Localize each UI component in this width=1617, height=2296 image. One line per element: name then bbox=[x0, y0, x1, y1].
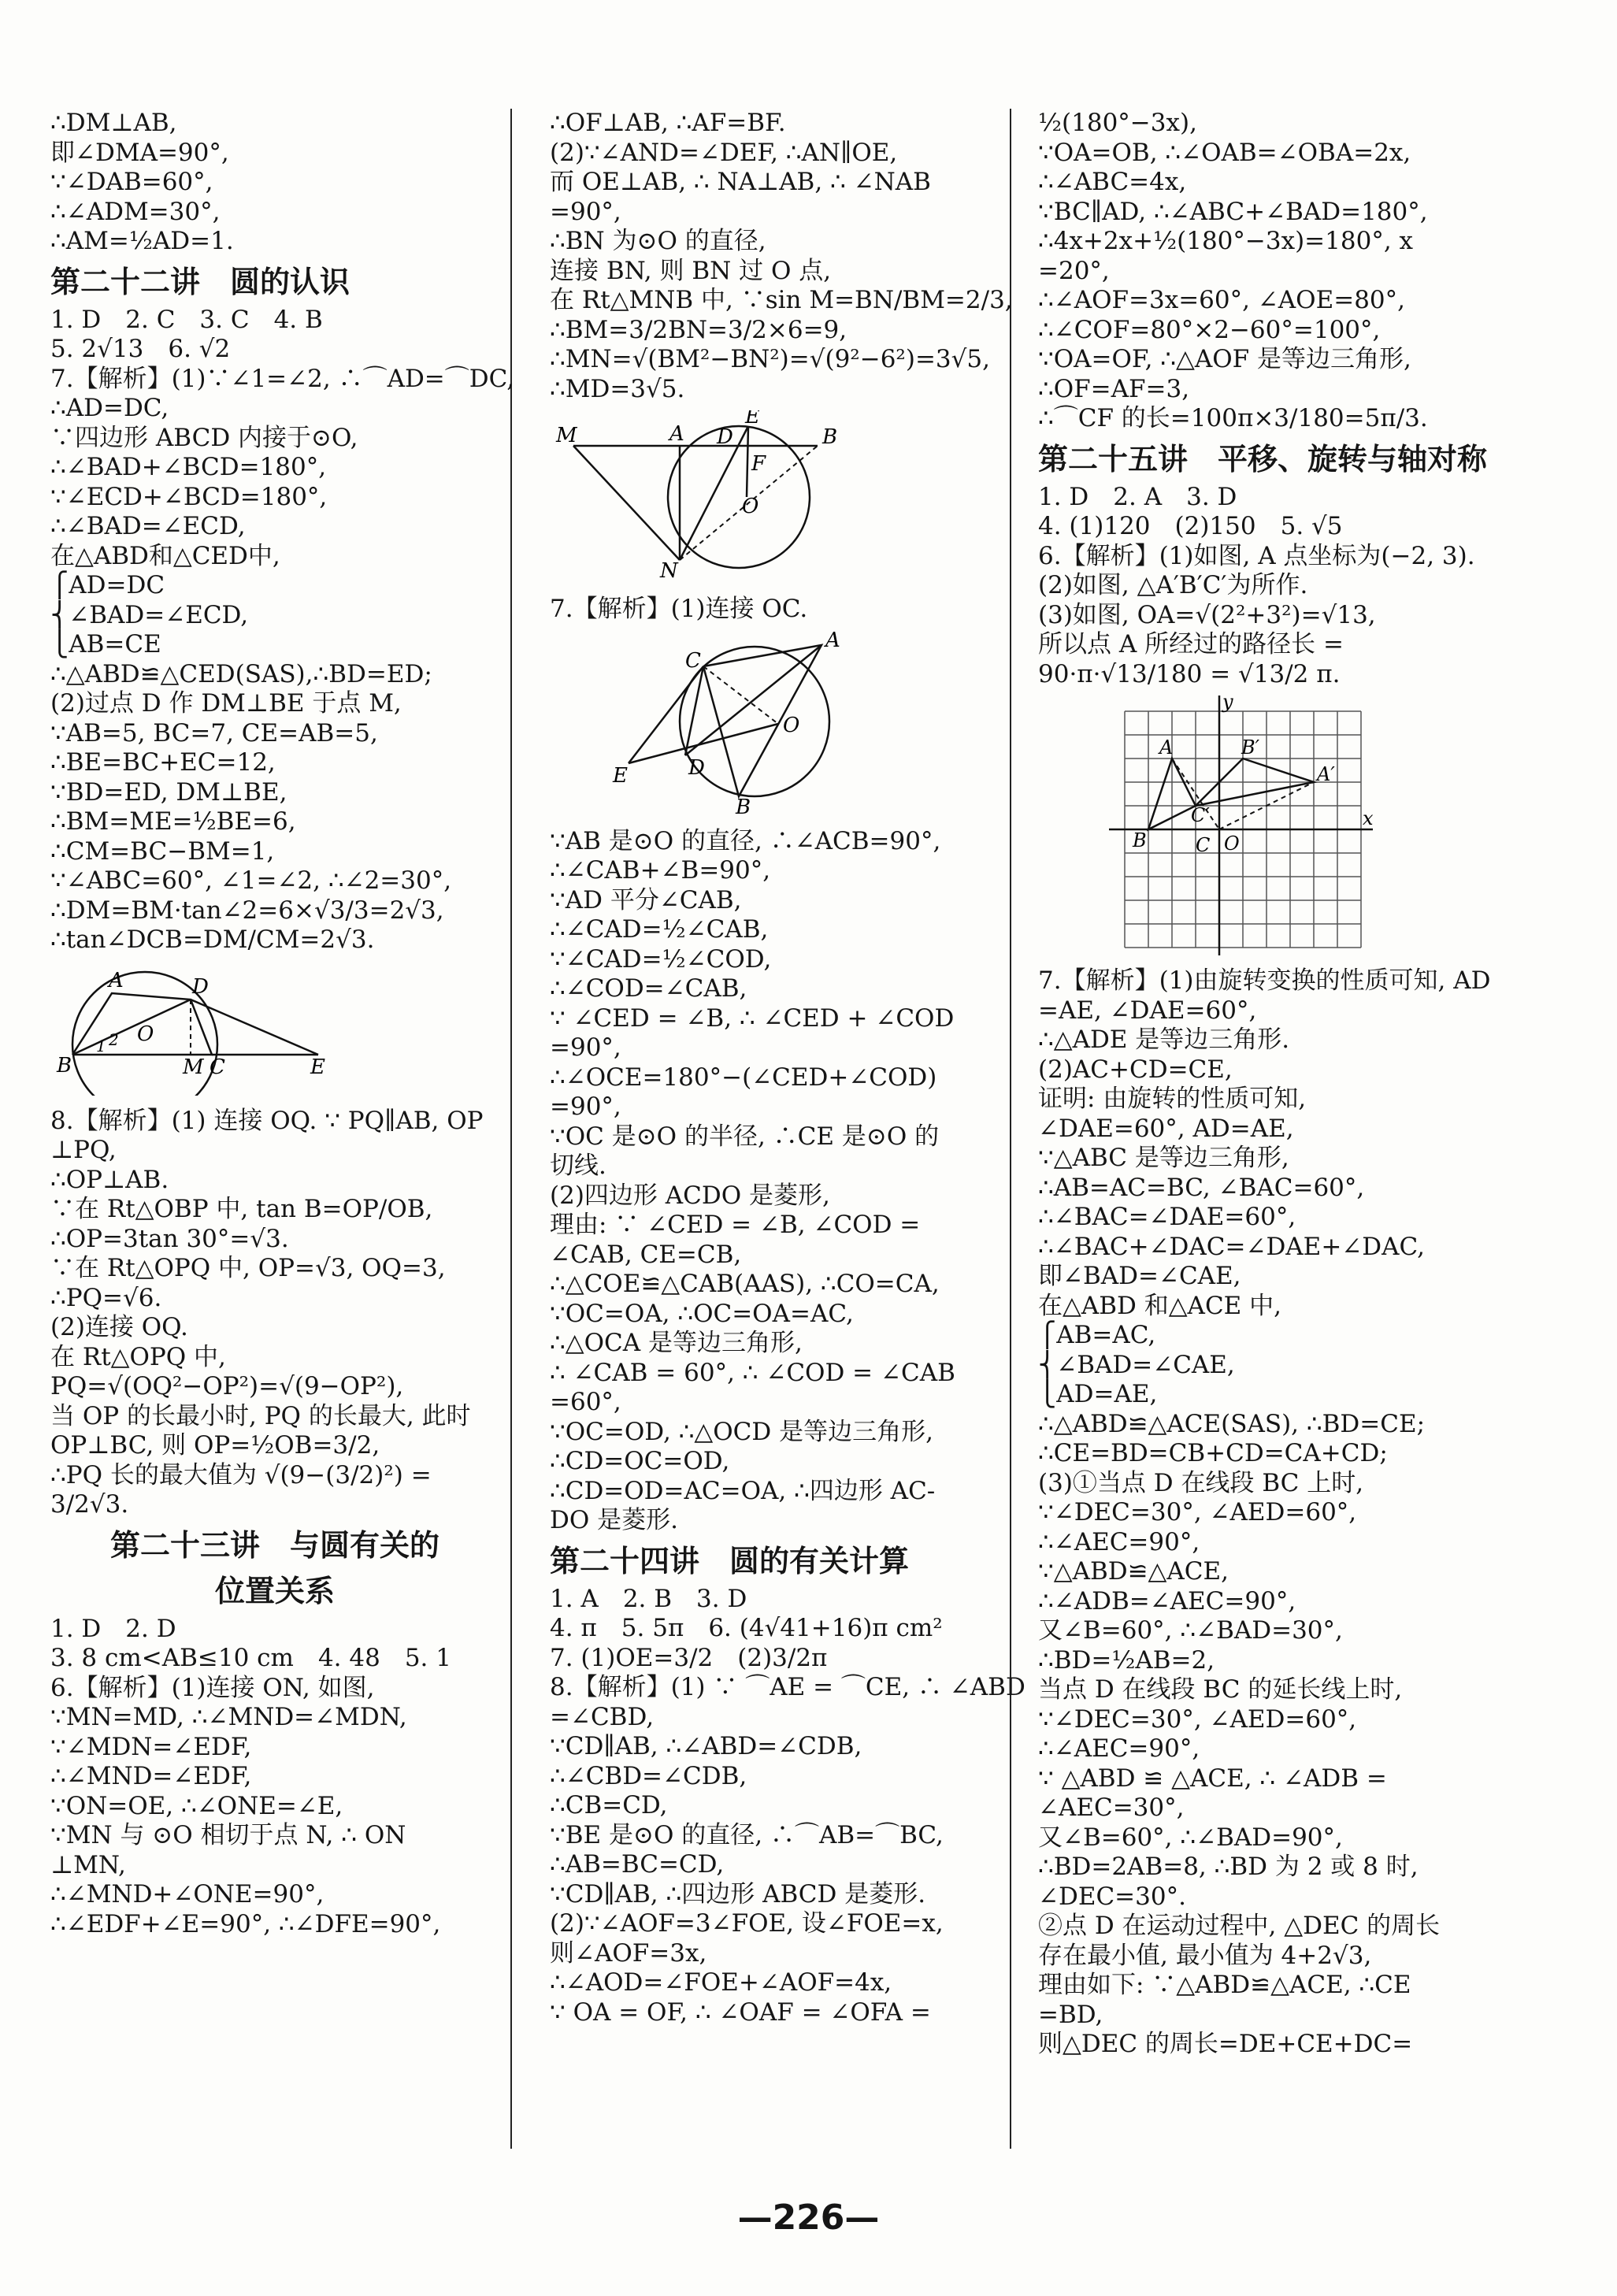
text-line: 6.【解析】(1)连接 ON, 如图, bbox=[50, 1673, 375, 1702]
text-line: ∵∠DAB=60°, bbox=[50, 168, 213, 196]
text-line: 在△ABD 和△ACE 中, bbox=[1038, 1291, 1282, 1320]
text-line: 连接 BN, 则 BN 过 O 点, bbox=[550, 256, 832, 285]
text-line: 理由如下: ∵△ABD≌△ACE, ∴CE bbox=[1038, 1971, 1411, 1999]
text-line: 3/2√3. bbox=[50, 1490, 129, 1519]
text-line: ∴CD=OC=OD, bbox=[550, 1447, 730, 1475]
text-line: ∵OA=OB, ∴∠OAB=∠OBA=2x, bbox=[1038, 138, 1411, 167]
text-line: 在△ABD和△CED中, bbox=[50, 541, 280, 570]
text-line: ∴MD=3√5. bbox=[550, 374, 685, 403]
text-line: ∴OP=3tan 30°=√3. bbox=[50, 1224, 289, 1253]
text-line: PQ=√(OQ²−OP²)=√(9−OP²), bbox=[50, 1372, 404, 1400]
label-o: O bbox=[137, 1022, 154, 1046]
label-c: C bbox=[685, 648, 701, 673]
text-line: ∵AD 平分∠CAB, bbox=[550, 885, 742, 914]
geometry-svg bbox=[50, 962, 350, 1096]
text-line: ∵BC∥AD, ∴∠ABC+∠BAD=180°, bbox=[1038, 197, 1428, 226]
text-line: 1. A 2. B 3. D bbox=[550, 1584, 747, 1613]
text-line: ⎩AD=AE, bbox=[1038, 1380, 1158, 1408]
text-line: 4. (1)120 (2)150 5. √5 bbox=[1038, 512, 1343, 540]
text-line: 理由: ∵ ∠CED = ∠B, ∠COD = bbox=[550, 1211, 921, 1239]
text-line: 在 Rt△OPQ 中, bbox=[50, 1342, 226, 1371]
text-line: ∠DEC=30°. bbox=[1038, 1882, 1186, 1911]
text-line: ∵∠DEC=30°, ∠AED=60°, bbox=[1038, 1498, 1357, 1526]
text-line: ∵AB 是⊙O 的直径, ∴∠ACB=90°, bbox=[550, 826, 941, 855]
text-line: ∴ ∠CAB = 60°, ∴ ∠COD = ∠CAB bbox=[550, 1358, 955, 1387]
section-heading-23-line2: 位置关系 bbox=[214, 1573, 335, 1608]
text-line: ∴∠BAD=∠ECD, bbox=[50, 512, 246, 540]
text-line: 1. D 2. A 3. D bbox=[1038, 482, 1237, 511]
text-line: ⎧AD=DC bbox=[50, 571, 165, 599]
label-d: D bbox=[192, 974, 209, 999]
text-line: 证明: 由旋转的性质可知, bbox=[1038, 1085, 1307, 1113]
text-line: 3. 8 cm<AB≤10 cm 4. 48 5. 1 bbox=[50, 1644, 451, 1672]
label-c-prime: C′ bbox=[1191, 804, 1210, 826]
text-line: ∴OF=AF=3, bbox=[1038, 374, 1190, 403]
text-line: 又∠B=60°, ∴∠BAD=30°, bbox=[1038, 1616, 1343, 1645]
text-line: ∠CAB, CE=CB, bbox=[550, 1240, 742, 1269]
text-line: ∵CD∥AB, ∴四边形 ABCD 是菱形. bbox=[550, 1879, 926, 1908]
text-line: OP⊥BC, 则 OP=½OB=3/2, bbox=[50, 1431, 380, 1460]
lines-d bbox=[550, 1584, 1025, 2028]
text-line: 1. D 2. C 3. C 4. B bbox=[50, 305, 323, 334]
label-c: C bbox=[210, 1055, 225, 1079]
text-line: ∴∠ABC=4x, bbox=[1038, 168, 1187, 196]
text-line: ∴△OCA 是等边三角形, bbox=[550, 1329, 803, 1357]
column-divider-2 bbox=[1010, 109, 1011, 2149]
text-line: ∴∠OCE=180°−(∠CED+∠COD) bbox=[550, 1063, 937, 1092]
text-line: ∴CM=BC−BM=1, bbox=[50, 836, 275, 866]
lines-b bbox=[1038, 483, 1487, 690]
text-line: ∵ ∠CED = ∠B, ∴ ∠CED + ∠COD bbox=[550, 1003, 955, 1033]
segment-ad bbox=[685, 645, 821, 755]
text-line: ∴PQ 长的最大值为 √(9−(3/2)²) = bbox=[50, 1460, 432, 1489]
text-line: =90°, bbox=[550, 1092, 621, 1121]
text-line: ∴∠AEC=90°, bbox=[1038, 1734, 1200, 1763]
label-a: A bbox=[825, 630, 840, 652]
text-line: ∴AD=DC, bbox=[50, 394, 169, 422]
label-o: O bbox=[783, 713, 800, 737]
label-b: B bbox=[1133, 829, 1147, 851]
triangle-acb bbox=[703, 645, 821, 796]
text-line: ∵OC=OD, ∴△OCD 是等边三角形, bbox=[550, 1417, 933, 1446]
text-line: ∵OC 是⊙O 的半径, ∴CE 是⊙O 的 bbox=[550, 1122, 940, 1151]
text-line: ∴∠MND+∠ONE=90°, bbox=[50, 1880, 325, 1908]
text-line: 1. D 2. D bbox=[50, 1614, 176, 1643]
text-line: =BD, bbox=[1038, 2000, 1103, 2029]
text-line: (2)连接 OQ. bbox=[50, 1313, 188, 1341]
text-line: ⎨∠BAD=∠ECD, bbox=[50, 600, 249, 629]
page-number: —226— bbox=[737, 2198, 880, 2238]
text-line: 在 Rt△MNB 中, ∵sin M=BN/BM=2/3, bbox=[550, 286, 1013, 314]
text-line: ∴∠CBD=∠CDB, bbox=[550, 1761, 747, 1790]
label-e: E bbox=[613, 763, 628, 788]
text-line: =AE, ∠DAE=60°, bbox=[1038, 996, 1257, 1025]
text-line: ⊥PQ, bbox=[50, 1136, 117, 1164]
text-line: ∠DAE=60°, AD=AE, bbox=[1038, 1114, 1294, 1143]
text-line: ∵四边形 ABCD 内接于⊙O, bbox=[50, 423, 358, 452]
text-line: 即∠BAD=∠CAE, bbox=[1038, 1262, 1241, 1290]
text-line: (2)过点 D 作 DM⊥BE 于点 M, bbox=[50, 689, 402, 718]
text-line: 当 OP 的长最小时, PQ 的长最大, 此时 bbox=[50, 1401, 471, 1430]
text-line: ∠AEC=30°, bbox=[1038, 1793, 1185, 1822]
text-line: ∴△COE≌△CAB(AAS), ∴CO=CA, bbox=[550, 1270, 940, 1298]
text-line: 4. π 5. 5π 6. (4√41+16)π cm² bbox=[550, 1614, 943, 1642]
text-line: ∴AB=BC=CD, bbox=[550, 1850, 725, 1879]
text-line: ∴△ADE 是等边三角形. bbox=[1038, 1026, 1290, 1054]
label-b: B bbox=[822, 425, 838, 449]
text-line: (2)AC+CD=CE, bbox=[1038, 1055, 1233, 1084]
text-line: ∴CE=BD=CB+CD=CA+CD; bbox=[1038, 1439, 1388, 1467]
label-a: A bbox=[669, 422, 684, 446]
text-line: 则∠AOF=3x, bbox=[550, 1938, 707, 1968]
text-line: ∴BM=ME=½BE=6, bbox=[50, 807, 296, 836]
label-e: E bbox=[745, 410, 760, 428]
text-line: ∴⌒CF 的长=100π×3/180=5π/3. bbox=[1038, 404, 1428, 432]
text-line: ∴∠ADM=30°, bbox=[50, 197, 221, 226]
text-line: ∴∠BAD+∠BCD=180°, bbox=[50, 453, 327, 481]
text-line: ∴BD=2AB=8, ∴BD 为 2 或 8 时, bbox=[1038, 1853, 1419, 1881]
text-line: ∵BE 是⊙O 的直径, ∴⌒AB=⌒BC, bbox=[550, 1820, 944, 1849]
text-line: ∴BN 为⊙O 的直径, bbox=[550, 227, 766, 255]
column-1 bbox=[50, 109, 515, 1939]
text-line: ∴△ABD≌△CED(SAS),∴BD=ED; bbox=[50, 659, 432, 688]
label-angle-2: 2 bbox=[109, 1029, 119, 1049]
text-line: (2)∵∠AOF=3∠FOE, 设∠FOE=x, bbox=[550, 1909, 944, 1938]
segment-co bbox=[703, 666, 778, 724]
label-angle-1: 1 bbox=[96, 1036, 106, 1055]
label-e: E bbox=[310, 1055, 325, 1079]
text-line: ∵BD=ED, DM⊥BE, bbox=[50, 777, 287, 807]
text-line: ∴∠CAD=½∠CAB, bbox=[550, 915, 769, 944]
label-o: O bbox=[742, 495, 759, 518]
text-line: ∴∠COD=∠CAB, bbox=[550, 974, 747, 1003]
label-a: A bbox=[109, 968, 124, 992]
lines-a bbox=[1038, 109, 1487, 434]
label-m: M bbox=[556, 424, 577, 447]
text-line: ∴∠ADB=∠AEC=90°, bbox=[1038, 1586, 1296, 1615]
text-line: ∴PQ=√6. bbox=[50, 1283, 162, 1312]
text-line: ∵∠MDN=∠EDF, bbox=[50, 1732, 252, 1761]
text-line: (2)∵∠AND=∠DEF, ∴AN∥OE, bbox=[550, 138, 898, 167]
text-line: ∴∠BAC=∠DAE=60°, bbox=[1038, 1203, 1296, 1231]
label-d: D bbox=[688, 755, 705, 780]
lines-c bbox=[50, 1107, 499, 1520]
text-line: ∵MN 与 ⊙O 相切于点 N, ∴ ON bbox=[50, 1821, 406, 1849]
text-line: ∴AM=½AD=1. bbox=[50, 227, 234, 255]
label-b: B bbox=[736, 795, 751, 816]
text-line: ∴DM=BM·tan∠2=6×√3/3=2√3, bbox=[50, 896, 444, 925]
text-line: (2)四边形 ACDO 是菱形, bbox=[550, 1181, 830, 1210]
text-line: 切线. bbox=[550, 1152, 606, 1180]
text-line: 5. 2√13 6. √2 bbox=[50, 335, 231, 363]
text-line: 90·π·√13/180 = √13/2 π. bbox=[1038, 659, 1341, 688]
text-line: ∴BE=BC+EC=12, bbox=[50, 748, 276, 777]
text-line: ∴AB=AC=BC, ∠BAC=60°, bbox=[1038, 1173, 1365, 1202]
segment-de bbox=[191, 1000, 318, 1055]
text-line: =60°, bbox=[550, 1388, 621, 1416]
text-line: =20°, bbox=[1038, 256, 1110, 285]
text-line: ∵△ABD≌△ACE, bbox=[1038, 1557, 1229, 1586]
lines-c bbox=[550, 827, 1003, 1536]
section-heading-25: 第二十五讲 平移、旋转与轴对称 bbox=[1038, 441, 1488, 477]
text-line: ⎧AB=AC, bbox=[1038, 1321, 1156, 1349]
text-line: ∴OF⊥AB, ∴AF=BF. bbox=[550, 109, 786, 137]
circle-figure-abcde bbox=[50, 962, 499, 1099]
text-line: ⊥MN, bbox=[50, 1850, 126, 1879]
column-2 bbox=[550, 109, 1025, 2027]
text-line: ∴∠AOD=∠FOE+∠AOF=4x, bbox=[550, 1968, 892, 1997]
text-line: 又∠B=60°, ∴∠BAD=90°, bbox=[1038, 1823, 1343, 1852]
text-line: 存在最小值, 最小值为 4+2√3, bbox=[1038, 1941, 1372, 1970]
label-o: O bbox=[1224, 833, 1240, 855]
text-line: ∴BM=3/2BN=3/2×6=9, bbox=[550, 315, 847, 344]
label-a-prime: A′ bbox=[1317, 763, 1335, 785]
section-heading-22: 第二十二讲 圆的认识 bbox=[50, 264, 350, 299]
text-line: 所以点 A 所经过的路径长 = bbox=[1038, 630, 1344, 658]
text-line: ⎩AB=CE bbox=[50, 630, 161, 658]
label-c: C bbox=[1196, 834, 1211, 856]
circle-figure-acodeb bbox=[550, 631, 1003, 819]
text-line: ∴∠AEC=90°, bbox=[1038, 1527, 1200, 1556]
text-line: 7. (1)OE=3/2 (2)3/2π bbox=[550, 1643, 828, 1672]
coordinate-grid-figure bbox=[1109, 695, 1487, 959]
label-f: F bbox=[751, 452, 766, 476]
text-line: 7.【解析】(1)由旋转变换的性质可知, AD bbox=[1038, 966, 1491, 995]
text-line: (3)如图, OA=√(2²+3²)=√13, bbox=[1038, 600, 1376, 629]
text-line: =90°, bbox=[550, 1033, 621, 1062]
text-line: ②点 D 在运动过程中, △DEC 的周长 bbox=[1038, 1912, 1441, 1940]
lines-a bbox=[50, 109, 499, 257]
text-line: ∴△ABD≌△ACE(SAS), ∴BD=CE; bbox=[1038, 1409, 1426, 1438]
text-line: 8.【解析】(1) ∵ ⌒AE = ⌒CE, ∴ ∠ABD bbox=[550, 1673, 1025, 1701]
text-line: ∴∠BAC+∠DAC=∠DAE+∠DAC, bbox=[1038, 1232, 1425, 1261]
text-line: ∵在 Rt△OBP 中, tan B=OP/OB, bbox=[50, 1195, 433, 1223]
text-line: ½(180°−3x), bbox=[1038, 109, 1197, 137]
text-line: ∴∠EDF+∠E=90°, ∴∠DFE=90°, bbox=[50, 1909, 441, 1938]
lines-d bbox=[50, 1615, 499, 1940]
text-line: ∴∠COF=80°×2−60°=100°, bbox=[1038, 315, 1381, 344]
section-heading-23: 第二十三讲 与圆有关的 bbox=[109, 1527, 439, 1563]
column-divider-1 bbox=[510, 109, 512, 2149]
text-line: ∵∠DEC=30°, ∠AED=60°, bbox=[1038, 1704, 1357, 1734]
geometry-svg bbox=[550, 410, 881, 584]
text-line: ∵∠CAD=½∠COD, bbox=[550, 944, 772, 974]
text-line: (2)如图, △A′B′C′为所作. bbox=[1038, 571, 1308, 599]
segment-eo bbox=[747, 426, 748, 497]
geometry-svg bbox=[550, 631, 881, 816]
circle-figure-mnb bbox=[550, 410, 1003, 587]
text-line: ∵ON=OE, ∴∠ONE=∠E, bbox=[50, 1791, 343, 1820]
label-b-prime: B′ bbox=[1241, 736, 1260, 759]
column-3 bbox=[1038, 109, 1491, 2060]
text-line: =90°, bbox=[550, 197, 621, 226]
text-line: 8.【解析】(1) 连接 OQ. ∵ PQ∥AB, OP bbox=[50, 1106, 484, 1135]
text-line: ∵OC=OA, ∴OC=OA=AC, bbox=[550, 1299, 854, 1328]
segment-mn bbox=[573, 446, 680, 560]
text-line: ∵△ABC 是等边三角形, bbox=[1038, 1144, 1289, 1172]
text-line: ∴∠CAB+∠B=90°, bbox=[550, 856, 771, 885]
circle bbox=[668, 426, 810, 568]
text-line: ∴CB=CD, bbox=[550, 1791, 668, 1819]
text-line: 当点 D 在线段 BC 的延长线上时, bbox=[1038, 1675, 1403, 1704]
text-line: 则△DEC 的周长=DE+CE+DC= bbox=[1038, 2030, 1413, 2058]
text-line: 即∠DMA=90°, bbox=[50, 138, 229, 167]
text-line: ⎨∠BAD=∠CAE, bbox=[1038, 1350, 1235, 1379]
text-line: 7.【解析】(1)连接 OC. bbox=[550, 595, 808, 623]
text-line: ∴∠AOF=3x=60°, ∠AOE=80°, bbox=[1038, 286, 1405, 314]
text-line: ∴4x+2x+½(180°−3x)=180°, x bbox=[1038, 227, 1414, 255]
text-line: ∵ △ABD ≌ △ACE, ∴ ∠ADB = bbox=[1038, 1764, 1387, 1793]
lines-c bbox=[1038, 966, 1491, 2060]
label-d: D bbox=[717, 425, 733, 449]
text-line: DO 是菱形. bbox=[550, 1506, 678, 1534]
text-line: ∴OP⊥AB. bbox=[50, 1165, 169, 1194]
lines-b bbox=[550, 595, 1003, 625]
label-b: B bbox=[57, 1053, 72, 1078]
label-n: N bbox=[660, 559, 678, 583]
label-m: M bbox=[183, 1055, 204, 1079]
label-y: y bbox=[1222, 695, 1233, 713]
text-line: ∵CD∥AB, ∴∠ABD=∠CDB, bbox=[550, 1732, 862, 1760]
text-line: ∴tan∠DCB=DM/CM=2√3. bbox=[50, 925, 375, 954]
text-line: ∵∠ABC=60°, ∠1=∠2, ∴∠2=30°, bbox=[50, 866, 452, 895]
lines-b bbox=[50, 305, 515, 955]
lines-a bbox=[550, 109, 1013, 404]
text-line: ∵在 Rt△OPQ 中, OP=√3, OQ=3, bbox=[50, 1254, 446, 1282]
text-line: ∴BD=½AB=2, bbox=[1038, 1645, 1215, 1675]
text-line: ∴MN=√(BM²−BN²)=√(9²−6²)=3√5, bbox=[550, 345, 990, 373]
section-heading-24: 第二十四讲 圆的有关计算 bbox=[550, 1543, 910, 1578]
text-line: 而 OE⊥AB, ∴ NA⊥AB, ∴ ∠NAB bbox=[550, 168, 931, 196]
text-line: ∵∠ECD+∠BCD=180°, bbox=[50, 482, 328, 511]
text-line: ∵OA=OF, ∴△AOF 是等边三角形, bbox=[1038, 345, 1411, 373]
text-line: =∠CBD, bbox=[550, 1702, 655, 1731]
text-line: ∴CD=OD=AC=OA, ∴四边形 AC- bbox=[550, 1476, 936, 1505]
text-line: ∴∠MND=∠EDF, bbox=[50, 1762, 252, 1790]
text-line: ∴DM⊥AB, bbox=[50, 109, 177, 137]
text-line: ∵MN=MD, ∴∠MND=∠MDN, bbox=[50, 1703, 407, 1731]
text-line: ∵ OA = OF, ∴ ∠OAF = ∠OFA = bbox=[550, 1997, 931, 2027]
text-line: ∵AB=5, BC=7, CE=AB=5, bbox=[50, 718, 378, 747]
label-x: x bbox=[1363, 807, 1374, 829]
text-line: 6.【解析】(1)如图, A 点坐标为(−2, 3). bbox=[1038, 541, 1475, 570]
grid-svg bbox=[1109, 695, 1377, 955]
text-line: 7.【解析】(1)∵∠1=∠2, ∴⌒AD=⌒DC, bbox=[50, 364, 515, 393]
label-a: A bbox=[1159, 736, 1174, 759]
text-line: (3)①当点 D 在线段 BC 上时, bbox=[1038, 1468, 1364, 1497]
